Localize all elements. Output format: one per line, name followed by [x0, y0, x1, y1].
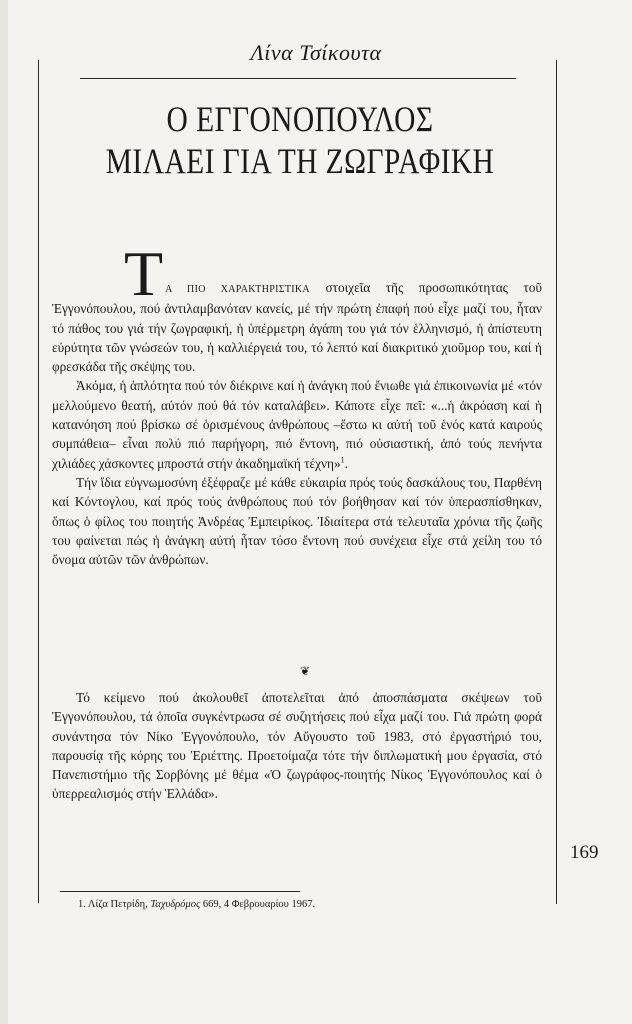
footnote — [78, 899, 315, 910]
title-line-1: Ο ΕΓΓΟΝΟΠΟΥΛΟΣ — [166, 99, 434, 139]
footnote-author: Λίζα Πετρίδη, — [87, 899, 148, 910]
article-title — [103, 98, 497, 182]
footnote-rule — [60, 891, 300, 892]
right-margin-line — [556, 60, 557, 904]
paragraph-2: Ἀκόμα, ἡ ἁπλότητα πού τόν διέκρινε καί ἡ ἀνάγκη πού ἔνιωθε γιά ἐπικοινωνία μέ «τόν μελλούμενο θεατή, αὐτόν πού θά τόν καταλάβει». Κάποτε εἶχε πεῖ: «...ἡ ἀκρόαση καί ἡ κατανόηση πού βρίσκω σέ ὁρισμένους ἀνθρώπους –ἔστω κι αὐτή τοῦ ἑνός κατά καιρούς συμπάθεια– εἶναι πολύ πιό παρήγορη, πιό ἔντονη, πιό οὐσιαστική, ἀπό τούς πενήντα χιλιάδες χάσκοντες μπροστά στήν ἀκαδημαϊκή τέχνη»$^1$. — [52, 378, 542, 471]
header-rule — [80, 78, 516, 79]
title-line-2: ΜΙΛΑΕΙ ΓΙΑ ΤΗ ΖΩΓΡΑΦΙΚΗ — [105, 141, 495, 181]
paragraph-4: Τό κείμενο πού ἀκολουθεῖ ἀποτελεῖται ἀπό ἀποσπάσματα σκέψεων τοῦ Ἐγγονόπουλου, τά ὁποῖα συγκέντρωσα σέ συζητήσεις πού εἶχα μαζί του. Γιά πρώτη φορά συνάντησα τόν Νίκο Ἐγγονόπουλο, τόν Αὔγουστο τοῦ 1983, στό ἐργαστήριό του, παρουσίᾳ τῆς κόρης του Ἐριέττης. Προετοίμαζα τότε τήν διπλωματική μου ἐργασία, στό Πανεπιστήμιο τῆς Σορβόνης μέ θέμα «Ὁ ζωγράφος-ποιητής Νίκος Ἐγγονόπουλος καί ὁ ὑπερρεαλισμός στήν Ἑλλάδα». — [52, 690, 542, 802]
footnote-rest: 669, 4 Φεβρουαρίου 1967. — [200, 899, 316, 910]
page-edge — [0, 0, 8, 1024]
drop-cap: Τ — [124, 238, 164, 309]
section-ornament: ❦ — [300, 664, 311, 678]
footnote-number: 1. — [78, 899, 86, 910]
paragraph-3: Τήν ἴδια εὐγνωμοσύνη ἐξέφραζε μέ κάθε εὐκαιρία πρός τούς δασκάλους του, Παρθένη καί Κόντογλου, καί πρός τούς ἀνθρώπους πού τόν βοήθησαν καί τόν ὑπερασπίσθηκαν, ὅπως ὁ φίλος του ποιητής Ἀνδρέας Ἐμπειρίκος. Ἰδιαίτερα στά τελευταῖα χρόνια τῆς ζωῆς του φαίνεται πώς ἡ ἀνάγκη αὐτή ἦταν τόσο ἔντονη πού συνέχεια εἶχε στά χείλη του τό ὄνομα αὐτῶν τῶν ἀνθρώπων. — [52, 474, 542, 568]
lead-in: Α ΠΙΟ ΧΑΡΑΚΤΗΡΙΣΤΙΚΑ — [165, 284, 310, 295]
section-2 — [52, 688, 542, 804]
footnote-journal: Ταχυδρόμος — [150, 899, 201, 910]
author-name: Λίνα Τσίκουτα — [250, 40, 382, 65]
left-margin-line — [38, 60, 39, 903]
paragraph-1 — [52, 238, 543, 376]
page-number: 169 — [570, 842, 599, 863]
footnote-ref: 1 — [340, 455, 345, 465]
section-1 — [52, 238, 543, 569]
paragraph-1-text: στοιχεῖα τῆς προσωπικότητας τοῦ Ἐγγονόπουλου, πού ἀντιλαμβανόταν κανείς, μέ τήν πρώτη ἐπαφή πού εἶχε μαζί του, ἦταν τό πάθος του γιά τήν ζωγραφική, ἡ ὑπέρμετρη ἀγάπη του γιά τόν ἑλληνισμό, ἡ ἀπίστευτη εὐρύτητα τῶν γνώσεών του, ἡ καλλιέργειά του, τό λεπτό καί διακριτικό χιοῦμορ του, καί ἡ φρεσκάδα τῆς σκέψης του. — [52, 280, 543, 375]
